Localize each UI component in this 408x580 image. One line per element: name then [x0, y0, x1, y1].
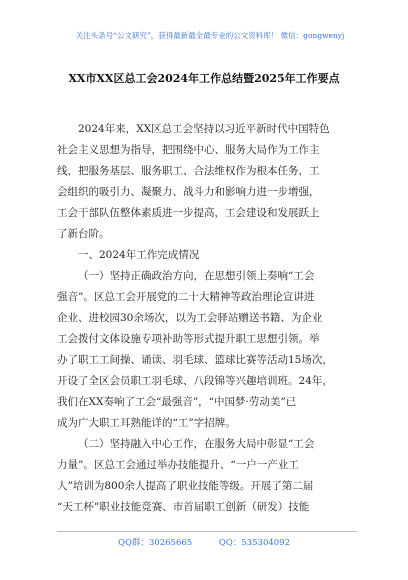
- intro-line: 线，把服务基层、服务职工、合法维权作为根本任务，工: [57, 165, 320, 177]
- item2-line: （二）坚持融入中心工作，在服务大局中彰显“工会: [78, 438, 315, 450]
- section-heading-text: 一、2024年工作完成情况: [78, 249, 200, 261]
- intro-line: 社会主义思想为指导，把围绕中心、服务大局作为工作主: [57, 144, 320, 156]
- item1-line: 工会拨付文体设施专项补助等形式提升职工思想引领。举: [57, 333, 320, 345]
- item1-line: 强音”。区总工会开展党的二十大精神等政治理论宣讲进: [57, 291, 315, 303]
- item1-line: 成为广大职工耳熟能详的“工”字招牌。: [57, 417, 236, 429]
- promo-banner: 关注头条号“公文研究”，获得最新最全最专业的公文资料库！ 微信：gongwenyj: [75, 31, 345, 40]
- qq-number-text: QQ：535304092: [218, 538, 290, 548]
- intro-line: 工会干部队伍整体素质进一步提高，工会建设和发展跃上: [57, 207, 320, 219]
- intro-line: 了新台阶。: [57, 228, 110, 240]
- item2-line: 力量”。区总工会通过举办技能提升、“一户一产业工: [57, 459, 299, 471]
- section-heading: [57, 245, 357, 266]
- footer-contact: [0, 536, 408, 548]
- item2-line: 人”培训为800余人提高了职业技能等级。开展了第二届: [57, 480, 314, 492]
- item1-line: 我们在XX奏响了工会“最强音”，“中国梦·劳动美”已: [57, 396, 297, 408]
- document-title: XX市XX区总工会2024年工作总结暨2025年工作要点: [68, 72, 340, 85]
- qq-group-text: QQ群：30265665: [117, 538, 193, 548]
- item1-line: 开设了全区会员职工羽毛球、八段锦等兴趣培训班。24年，: [57, 375, 333, 387]
- item1-paragraph: [57, 266, 357, 434]
- item1-line: （一）坚持正确政治方向，在思想引领上奏响“工会: [78, 270, 315, 282]
- item2-line: “天工杯”职业技能竞赛、市首届职工创新（研发）技能: [57, 501, 310, 513]
- intro-line: 2024年来，XX区总工会坚持以习近平新时代中国特色: [78, 123, 330, 135]
- intro-paragraph: [57, 119, 357, 245]
- intro-line: 会组织的吸引力、凝聚力、战斗力和影响力进一步增强，: [57, 186, 320, 198]
- footer-divider: [57, 531, 357, 532]
- item2-paragraph: [57, 434, 357, 518]
- item1-line: 办了职工工间操、诵读、羽毛球、篮球比赛等活动15场次，: [57, 354, 333, 366]
- item1-line: 企业、进校园30余场次，以为工会驿站赠送书籍、为企业: [57, 312, 323, 324]
